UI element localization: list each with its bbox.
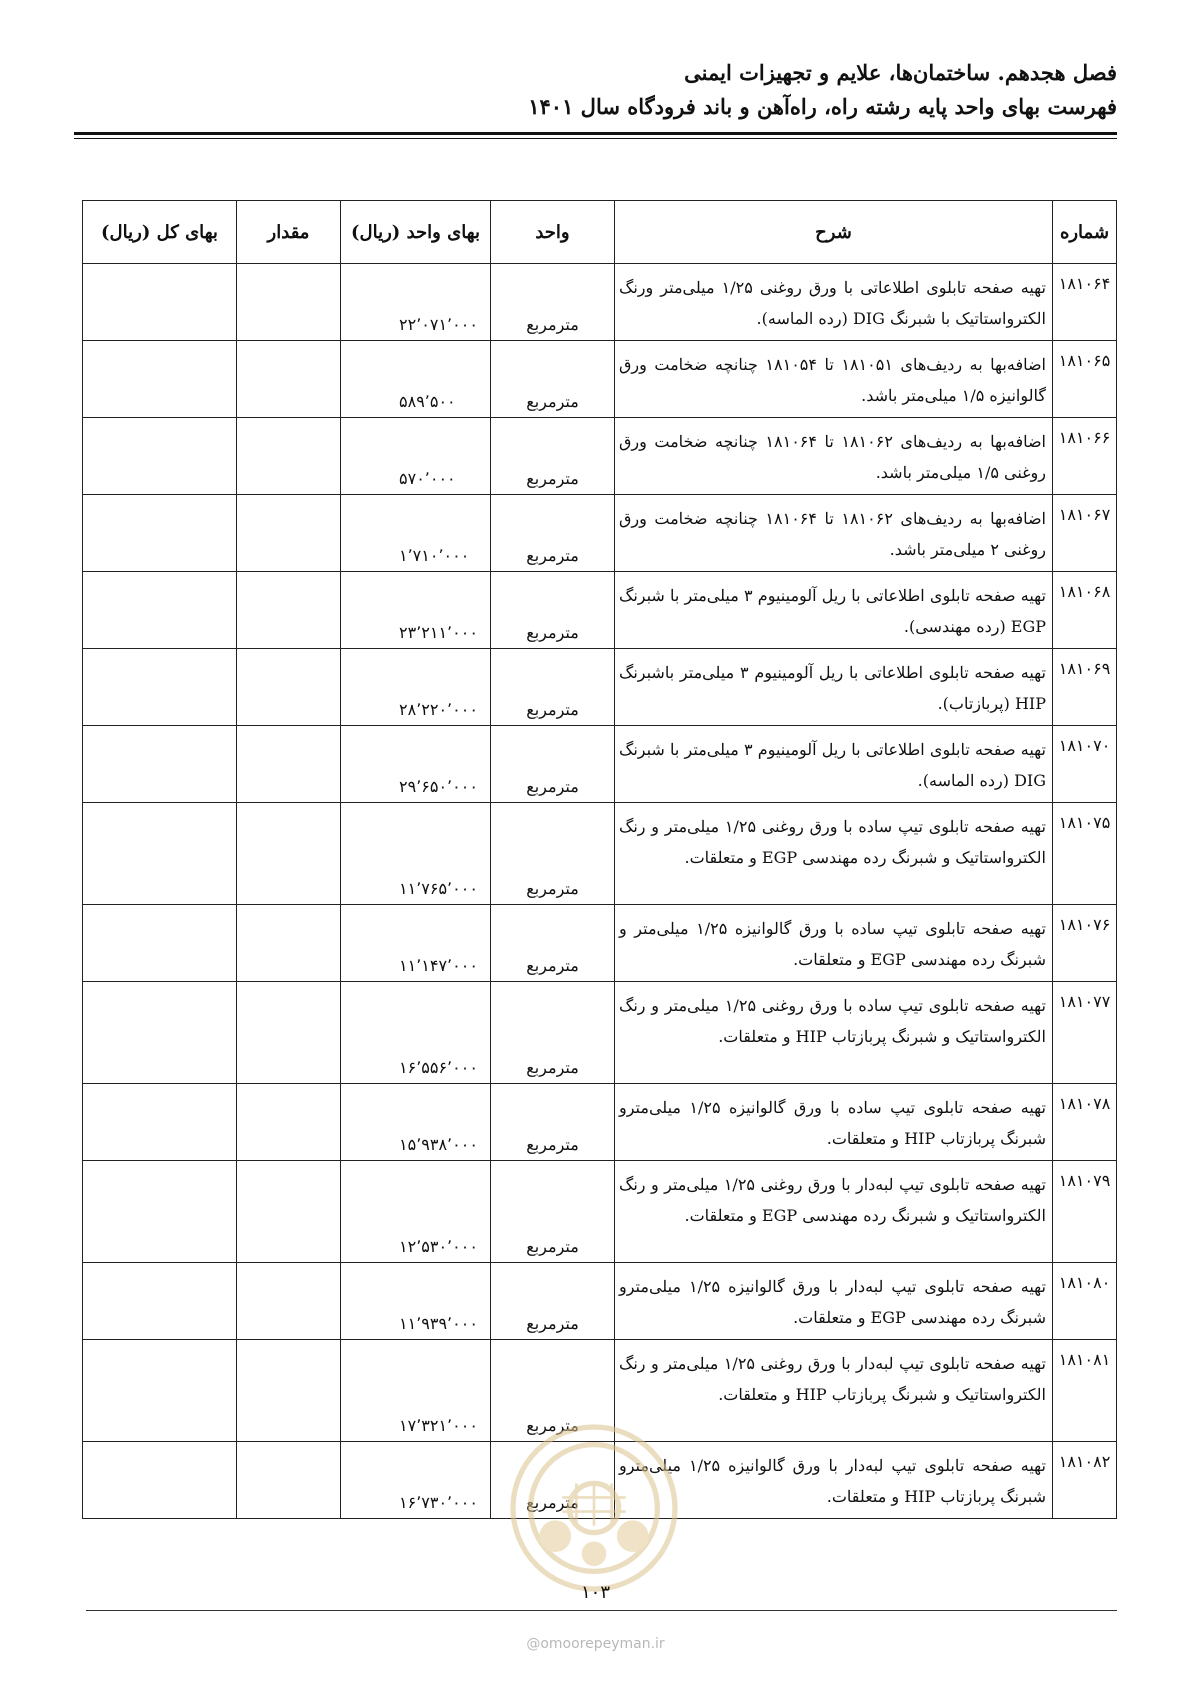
row-quantity [237, 495, 341, 572]
row-unit: مترمربع [491, 1084, 615, 1161]
row-unit-price: ۱۶٬۷۳۰٬۰۰۰ [341, 1442, 491, 1519]
row-description: تهیه صفحه تابلوی تیپ ساده با ورق روغنی ۱/۲۵ میلی‌متر و رنگ الکترواستاتیک و شبرنگ پربازتاب HIP و متعلقات. [615, 982, 1053, 1084]
table-row [83, 495, 1117, 572]
row-total-price [83, 649, 237, 726]
row-unit: مترمربع [491, 1340, 615, 1442]
row-description: تهیه صفحه تابلوی اطلاعاتی با ریل آلومینیوم ۳ میلی‌متر با شبرنگ DIG (رده الماسه). [615, 726, 1053, 803]
table-row [83, 1442, 1117, 1519]
chapter-title: فصل هجدهم. ساختمان‌ها، علایم و تجهیزات ایمنی [684, 60, 1117, 85]
row-unit-price: ۱۱٬۹۳۹٬۰۰۰ [341, 1263, 491, 1340]
row-number: ۱۸۱۰۷۹ [1053, 1161, 1117, 1263]
row-number: ۱۸۱۰۶۸ [1053, 572, 1117, 649]
header-description: شرح [615, 201, 1053, 264]
row-total-price [83, 1084, 237, 1161]
table-row [83, 726, 1117, 803]
row-unit-price: ۱۵٬۹۳۸٬۰۰۰ [341, 1084, 491, 1161]
table-body [83, 264, 1117, 1519]
row-unit-price: ۲۳٬۲۱۱٬۰۰۰ [341, 572, 491, 649]
table-row [83, 905, 1117, 982]
row-quantity [237, 341, 341, 418]
row-quantity [237, 264, 341, 341]
row-quantity [237, 1161, 341, 1263]
header-number: شماره [1053, 201, 1117, 264]
table-row [83, 1263, 1117, 1340]
table-row [83, 572, 1117, 649]
row-number: ۱۸۱۰۶۴ [1053, 264, 1117, 341]
row-total-price [83, 803, 237, 905]
row-quantity [237, 803, 341, 905]
row-total-price [83, 982, 237, 1084]
row-unit: مترمربع [491, 726, 615, 803]
row-description: تهیه صفحه تابلوی تیپ لبه‌دار با ورق روغنی ۱/۲۵ میلی‌متر و رنگ الکترواستاتیک و شبرنگ پربازتاب HIP و متعلقات. [615, 1340, 1053, 1442]
document-title: فهرست بهای واحد پایه رشته راه، راه‌آهن و باند فرودگاه سال ۱۴۰۱ [528, 94, 1117, 119]
row-unit: مترمربع [491, 1442, 615, 1519]
row-unit-price: ۱۱٬۱۴۷٬۰۰۰ [341, 905, 491, 982]
row-description: اضافه‌بها به ردیف‌های ۱۸۱۰۶۲ تا ۱۸۱۰۶۴ چنانچه ضخامت ورق روغنی ۱/۵ میلی‌متر باشد. [615, 418, 1053, 495]
row-description: تهیه صفحه تابلوی تیپ لبه‌دار با ورق گالوانیزه ۱/۲۵ میلی‌مترو شبرنگ پربازتاب HIP و متعلقات. [615, 1442, 1053, 1519]
row-number: ۱۸۱۰۶۹ [1053, 649, 1117, 726]
row-total-price [83, 264, 237, 341]
row-description: اضافه‌بها به ردیف‌های ۱۸۱۰۵۱ تا ۱۸۱۰۵۴ چنانچه ضخامت ورق گالوانیزه ۱/۵ میلی‌متر باشد. [615, 341, 1053, 418]
header-rule-thin [74, 138, 1117, 139]
row-total-price [83, 418, 237, 495]
row-quantity [237, 418, 341, 495]
row-number: ۱۸۱۰۷۵ [1053, 803, 1117, 905]
row-unit-price: ۱۶٬۵۵۶٬۰۰۰ [341, 982, 491, 1084]
row-quantity [237, 982, 341, 1084]
row-number: ۱۸۱۰۸۲ [1053, 1442, 1117, 1519]
row-description: تهیه صفحه تابلوی اطلاعاتی با ورق روغنی ۱/۲۵ میلی‌متر ورنگ الکترواستاتیک با شبرنگ DIG (رده الماسه). [615, 264, 1053, 341]
row-total-price [83, 726, 237, 803]
row-total-price [83, 905, 237, 982]
row-description: تهیه صفحه تابلوی تیپ ساده با ورق گالوانیزه ۱/۲۵ میلی‌مترو شبرنگ پربازتاب HIP و متعلقات. [615, 1084, 1053, 1161]
row-total-price [83, 1161, 237, 1263]
row-number: ۱۸۱۰۷۶ [1053, 905, 1117, 982]
row-unit: مترمربع [491, 1263, 615, 1340]
row-unit: مترمربع [491, 905, 615, 982]
row-quantity [237, 1084, 341, 1161]
header-total-price: بهای کل (ریال) [83, 201, 237, 264]
table-row [83, 1084, 1117, 1161]
row-quantity [237, 1263, 341, 1340]
row-total-price [83, 341, 237, 418]
header-unit: واحد [491, 201, 615, 264]
table-row [83, 982, 1117, 1084]
row-total-price [83, 572, 237, 649]
row-unit-price: ۱٬۷۱۰٬۰۰۰ [341, 495, 491, 572]
row-description: تهیه صفحه تابلوی تیپ لبه‌دار با ورق گالوانیزه ۱/۲۵ میلی‌مترو شبرنگ رده مهندسی EGP و متعلقات. [615, 1263, 1053, 1340]
table-header-row [83, 201, 1117, 264]
row-description: تهیه صفحه تابلوی تیپ ساده با ورق گالوانیزه ۱/۲۵ میلی‌متر و شبرنگ رده مهندسی EGP و متعلقات. [615, 905, 1053, 982]
row-quantity [237, 1442, 341, 1519]
table-row [83, 341, 1117, 418]
row-unit-price: ۲۹٬۶۵۰٬۰۰۰ [341, 726, 491, 803]
row-unit: مترمربع [491, 418, 615, 495]
table-row [83, 1161, 1117, 1263]
row-total-price [83, 1263, 237, 1340]
row-quantity [237, 572, 341, 649]
row-unit-price: ۲۲٬۰۷۱٬۰۰۰ [341, 264, 491, 341]
row-unit-price: ۲۸٬۲۲۰٬۰۰۰ [341, 649, 491, 726]
row-number: ۱۸۱۰۷۷ [1053, 982, 1117, 1084]
row-unit: مترمربع [491, 264, 615, 341]
row-unit: مترمربع [491, 982, 615, 1084]
header-unit-price: بهای واحد (ریال) [341, 201, 491, 264]
row-number: ۱۸۱۰۸۱ [1053, 1340, 1117, 1442]
row-unit-price: ۵۸۹٬۵۰۰ [341, 341, 491, 418]
header-rule-thick [74, 132, 1117, 135]
table-row [83, 803, 1117, 905]
row-description: اضافه‌بها به ردیف‌های ۱۸۱۰۶۲ تا ۱۸۱۰۶۴ چنانچه ضخامت ورق روغنی ۲ میلی‌متر باشد. [615, 495, 1053, 572]
row-number: ۱۸۱۰۶۶ [1053, 418, 1117, 495]
row-unit: مترمربع [491, 1161, 615, 1263]
row-quantity [237, 649, 341, 726]
page-number: ۱۰۳ [580, 1582, 610, 1603]
row-number: ۱۸۱۰۶۷ [1053, 495, 1117, 572]
row-number: ۱۸۱۰۷۸ [1053, 1084, 1117, 1161]
row-total-price [83, 495, 237, 572]
table-row [83, 649, 1117, 726]
watermark-url: @omoorepeyman.ir [526, 1636, 665, 1652]
page-header [74, 56, 1117, 124]
price-list-table [82, 200, 1117, 1519]
row-unit: مترمربع [491, 495, 615, 572]
row-unit-price: ۱۷٬۳۲۱٬۰۰۰ [341, 1340, 491, 1442]
row-unit-price: ۵۷۰٬۰۰۰ [341, 418, 491, 495]
header-quantity: مقدار [237, 201, 341, 264]
row-description: تهیه صفحه تابلوی تیپ ساده با ورق روغنی ۱/۲۵ میلی‌متر و رنگ الکترواستاتیک و شبرنگ رده مهندسی EGP و متعلقات. [615, 803, 1053, 905]
row-unit-price: ۱۲٬۵۳۰٬۰۰۰ [341, 1161, 491, 1263]
table-row [83, 418, 1117, 495]
row-number: ۱۸۱۰۶۵ [1053, 341, 1117, 418]
row-number: ۱۸۱۰۸۰ [1053, 1263, 1117, 1340]
table-row [83, 264, 1117, 341]
row-number: ۱۸۱۰۷۰ [1053, 726, 1117, 803]
row-quantity [237, 1340, 341, 1442]
row-description: تهیه صفحه تابلوی اطلاعاتی با ریل آلومینیوم ۳ میلی‌متر باشبرنگ HIP (پربازتاب). [615, 649, 1053, 726]
row-description: تهیه صفحه تابلوی تیپ لبه‌دار با ورق روغنی ۱/۲۵ میلی‌متر و رنگ الکترواستاتیک و شبرنگ رده مهندسی EGP و متعلقات. [615, 1161, 1053, 1263]
row-unit-price: ۱۱٬۷۶۵٬۰۰۰ [341, 803, 491, 905]
row-quantity [237, 905, 341, 982]
row-unit: مترمربع [491, 341, 615, 418]
footer-rule [86, 1610, 1117, 1611]
row-total-price [83, 1442, 237, 1519]
row-total-price [83, 1340, 237, 1442]
row-unit: مترمربع [491, 572, 615, 649]
row-description: تهیه صفحه تابلوی اطلاعاتی با ریل آلومینیوم ۳ میلی‌متر با شبرنگ EGP (رده مهندسی). [615, 572, 1053, 649]
row-unit: مترمربع [491, 803, 615, 905]
row-unit: مترمربع [491, 649, 615, 726]
table-row [83, 1340, 1117, 1442]
row-quantity [237, 726, 341, 803]
